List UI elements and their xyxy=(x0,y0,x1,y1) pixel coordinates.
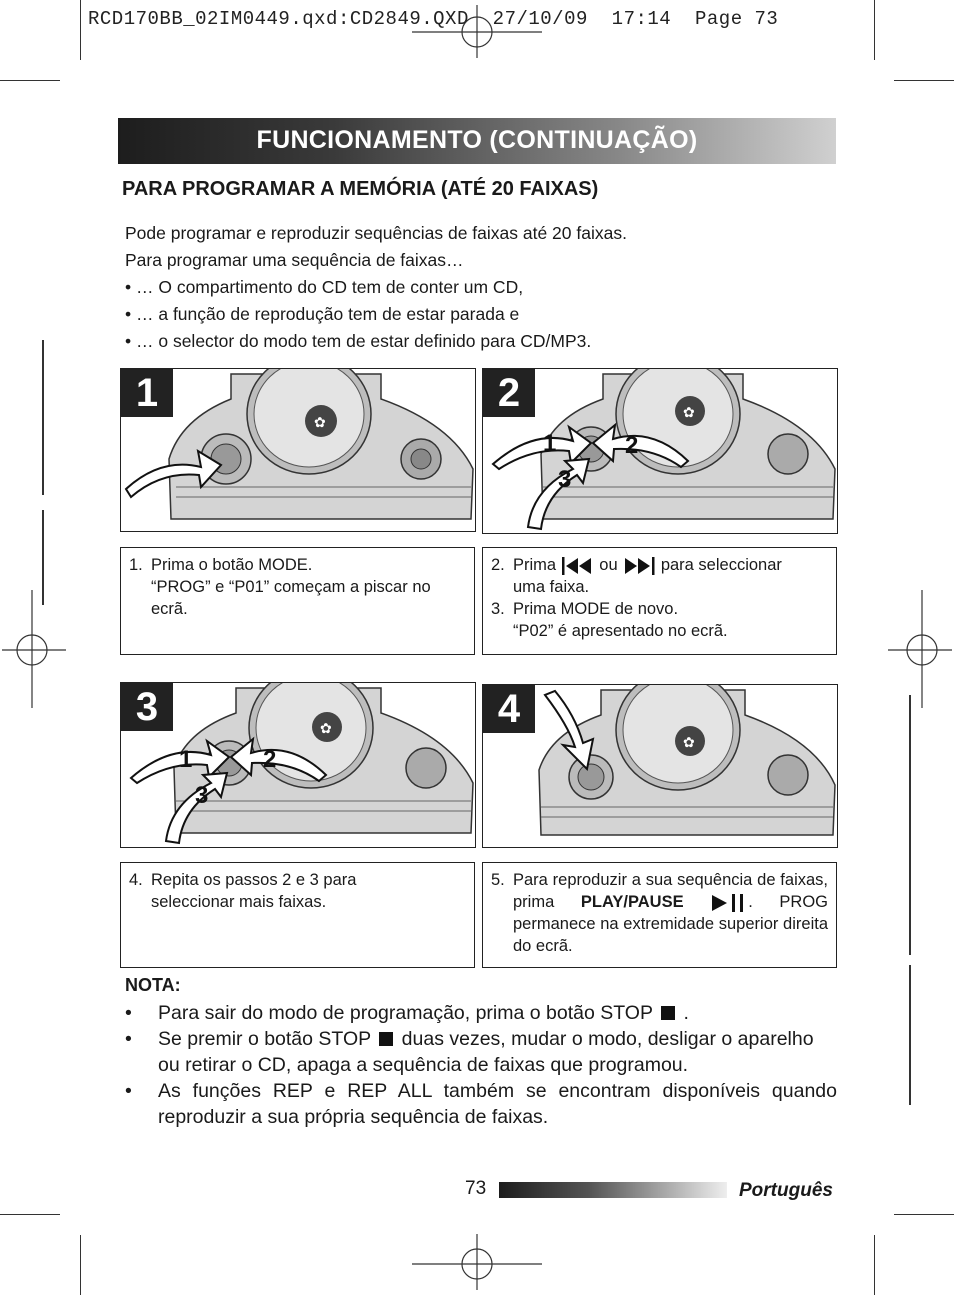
arrow-label: 1 xyxy=(543,430,557,457)
step-3-illustration xyxy=(120,682,476,848)
step-index: 5. xyxy=(491,871,505,889)
step-number: 4 xyxy=(483,685,535,733)
intro-line: • … O compartimento do CD tem de conter um CD, xyxy=(125,277,524,297)
footer-language: Português xyxy=(739,1180,833,1201)
skip-back-icon xyxy=(561,556,595,576)
footer-bar xyxy=(499,1182,727,1198)
step-1-illustration xyxy=(120,368,476,532)
instruction-text: Para reproduzir a sua sequência de faixas, prima xyxy=(513,871,828,911)
skip-forward-icon xyxy=(622,556,656,576)
note-text: Para sair do modo de programação, prima o botão STOP xyxy=(158,1002,653,1024)
step-index: 2. xyxy=(491,556,505,574)
registration-mark-bottom-icon xyxy=(410,1232,545,1292)
arrow-label: 2 xyxy=(263,746,277,773)
svg-text:✿: ✿ xyxy=(314,415,326,431)
instruction-box-3 xyxy=(120,862,475,968)
instruction-text: Prima MODE de novo. xyxy=(513,600,679,618)
arrow-label: 2 xyxy=(625,432,639,459)
page-number: 73 xyxy=(465,1178,487,1199)
arrow-label: 1 xyxy=(179,746,193,773)
instruction-text: Repita os passos 2 e 3 para seleccionar mais faixas. xyxy=(151,871,357,911)
svg-text:✿: ✿ xyxy=(683,735,695,751)
note-text: duas vezes, mudar o modo, desligar o aparelho ou retirar o CD, apaga a sequência de faixas que programou. xyxy=(158,1028,814,1076)
instruction-box-1 xyxy=(120,547,475,655)
instruction-box-4: 5. Para reproduzir a sua sequência de faixas, prima PLAY/PAUSE . PROG permanece na extremidade superior direita do ecrã. xyxy=(482,862,837,968)
stop-icon xyxy=(379,1032,393,1046)
step-number: 1 xyxy=(121,369,173,417)
registration-mark-top-icon xyxy=(410,0,545,60)
bullet: • xyxy=(125,1002,132,1024)
cd-player-illustration xyxy=(483,369,837,533)
intro-text xyxy=(125,220,627,355)
instruction-text: ou xyxy=(599,556,618,574)
cd-player-illustration xyxy=(483,685,837,847)
step-index: 1. xyxy=(129,556,143,574)
note-text: Se premir o botão STOP xyxy=(158,1028,371,1050)
instruction-text: PROG permanece na extremidade superior direita do ecrã. xyxy=(513,893,829,955)
note-text: . xyxy=(683,1002,689,1024)
intro-line: Para programar uma sequência de faixas… xyxy=(125,250,464,270)
svg-text:✿: ✿ xyxy=(683,405,695,421)
print-slug: RCD170BB_02IM0449.qxd:CD2849.QXD 27/10/09 17:14 Page 73 xyxy=(88,8,779,30)
intro-line: • … a função de reprodução tem de estar parada e xyxy=(125,304,520,324)
instruction-text: Prima o botão MODE. xyxy=(151,556,313,574)
instruction-text: “P02” é apresentado no ecrã. xyxy=(513,622,728,640)
step-number: 2 xyxy=(483,369,535,417)
registration-mark-right-icon xyxy=(884,590,954,710)
note-item xyxy=(125,1026,837,1078)
bullet: • xyxy=(125,1080,132,1102)
instruction-text: uma faixa. xyxy=(513,578,590,596)
step-2-illustration xyxy=(482,368,838,534)
step-4-illustration xyxy=(482,684,838,848)
instruction-text: para seleccionar xyxy=(660,556,782,574)
play-pause-label: PLAY/PAUSE xyxy=(580,893,684,911)
cd-player-illustration xyxy=(121,683,475,847)
registration-mark-left-icon xyxy=(0,590,70,710)
instruction-text: Prima xyxy=(513,556,557,574)
section-banner xyxy=(118,118,836,164)
bullet: • xyxy=(125,1028,132,1050)
svg-text:✿: ✿ xyxy=(320,721,332,737)
instruction-box-2 xyxy=(482,547,837,655)
intro-line: • … o selector do modo tem de estar definido para CD/MP3. xyxy=(125,331,592,351)
step-index: 3. xyxy=(491,600,505,618)
step-number: 3 xyxy=(121,683,173,731)
step-index: 4. xyxy=(129,871,143,889)
cd-player-illustration xyxy=(121,369,475,531)
note-item xyxy=(125,1078,837,1130)
note-list xyxy=(125,1000,837,1130)
intro-line: Pode programar e reproduzir sequências de faixas até 20 faixas. xyxy=(125,223,627,243)
play-pause-icon xyxy=(710,893,748,913)
instruction-text: “PROG” e “P01” começam a piscar no ecrã. xyxy=(151,578,431,618)
arrow-label: 3 xyxy=(195,782,209,809)
note-title: NOTA: xyxy=(125,975,181,995)
section-title: PARA PROGRAMAR A MEMÓRIA (ATÉ 20 FAIXAS) xyxy=(122,178,599,200)
arrow-label: 3 xyxy=(558,466,572,493)
banner-title: FUNCIONAMENTO (CONTINUAÇÃO) xyxy=(256,126,698,154)
note-text: As funções REP e REP ALL também se encontram disponíveis quando reproduzir a sua própria sequência de faixas. xyxy=(158,1080,837,1128)
note-item xyxy=(125,1000,837,1026)
stop-icon xyxy=(661,1006,675,1020)
